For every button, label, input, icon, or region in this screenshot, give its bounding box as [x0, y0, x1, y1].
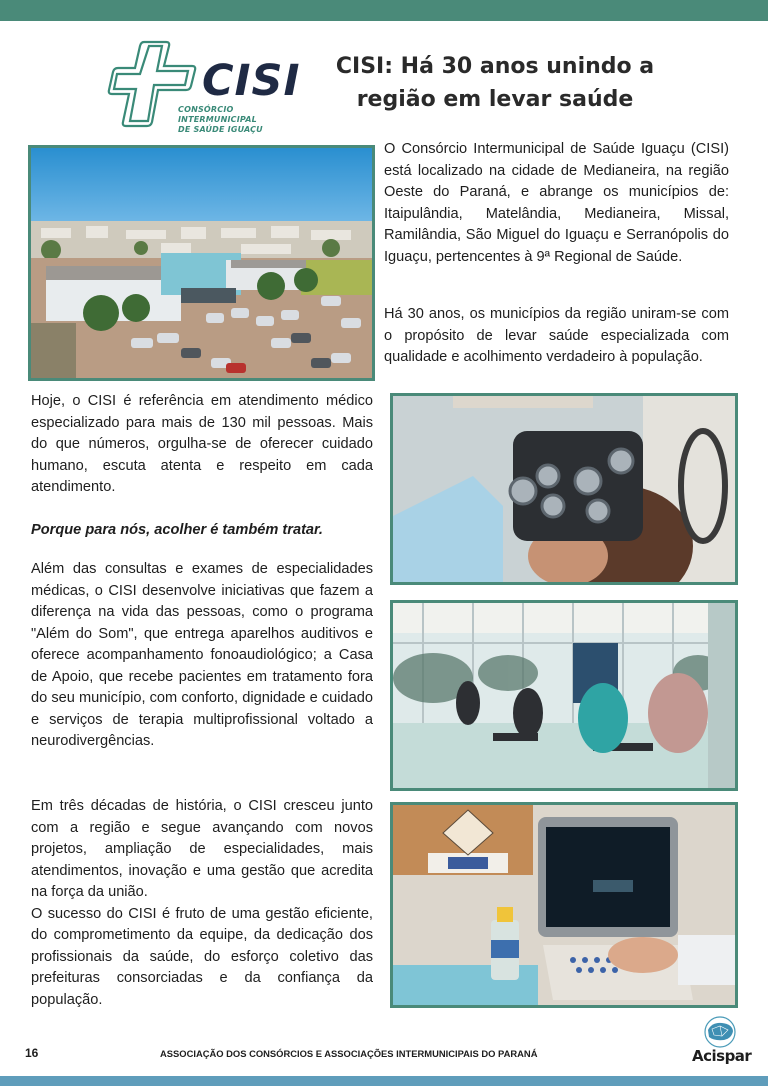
waiting-room-photo [390, 600, 738, 791]
title-line1: CISI: Há 30 anos unindo a [335, 54, 655, 79]
acispar-wordmark: Acispar [692, 1047, 752, 1065]
logo-subtitle [178, 105, 314, 135]
today-section [31, 391, 373, 542]
today-paragraph: Hoje, o CISI é referência em atendimento médico especializado para mais de 130 mil pessoas. Mais do que números, orgulha-se de oferecer cuidado humano, escuta atenta e respeito em cada atendimento. [31, 393, 373, 495]
history-paragraph: Há 30 anos, os municípios da região uniram-se com o propósito de levar saúde especializada com qualidade e acolhimento verdadeiro à população. [384, 306, 729, 365]
cisi-logo [104, 38, 314, 134]
footer-organization: ASSOCIAÇÃO DOS CONSÓRCIOS E ASSOCIAÇÕES INTERMUNICIPAIS DO PARANÁ [160, 1048, 538, 1059]
intro-paragraph: O Consórcio Intermunicipal de Saúde Iguaçu (CISI) está localizado na cidade de Medianeira, na região Oeste do Paraná, e abrange os municípios de: Itaipulândia, Matelândia, Medianeira, Missal, Ramilândia, São Miguel do Iguaçu e Serranópolis do Iguaçu, pertencentes à 9ª Regional de Saúde. [384, 141, 729, 265]
top-color-bar [0, 0, 768, 21]
bottom-color-bar [0, 1076, 768, 1086]
eye-exam-photo [390, 393, 738, 585]
logo-subtitle-line1: CONSÓRCIO INTERMUNICIPAL [178, 105, 257, 124]
parana-globe-icon [692, 1016, 748, 1048]
initiatives-paragraph: Além das consultas e exames de especialidades médicas, o CISI desenvolve iniciativas que fazem a diferença na vida das pessoas, como o programa "Além do Som", que entrega aparelhos auditivos e oferece acompanhamento fonoaudiológico; a Casa de Apoio, que recebe pacientes em tratamento fora do seu município, com conforto, dignidade e cuidado e serviços de terapia multiprofissional voltado a neurodivergências. [31, 561, 373, 749]
logo-subtitle-line2: DE SAÚDE IGUAÇU [178, 125, 263, 134]
aerial-building-photo [28, 145, 375, 381]
title-line2: região em levar saúde [356, 87, 634, 112]
success-paragraph: O sucesso do CISI é fruto de uma gestão eficiente, do comprometimento da equipe, da dedicação dos profissionais da saúde, do esforço coletivo das prefeituras consorciadas e da confiança da população. [31, 905, 373, 1008]
logo-wordmark: CISI [202, 56, 301, 106]
ultrasound-photo [390, 802, 738, 1008]
closing-section [31, 796, 373, 1011]
acispar-logo [692, 1016, 752, 1070]
page-number: 16 [25, 1046, 39, 1060]
page-title [330, 50, 660, 116]
motto-text: Porque para nós, acolher é também tratar. [31, 522, 323, 538]
decades-paragraph: Em três décadas de história, o CISI cresceu junto com a região e segue avançando com novos projetos, ampliação de especialidades, mais atendimentos, inovação e uma gestão que acredita na força da união. [31, 798, 373, 900]
